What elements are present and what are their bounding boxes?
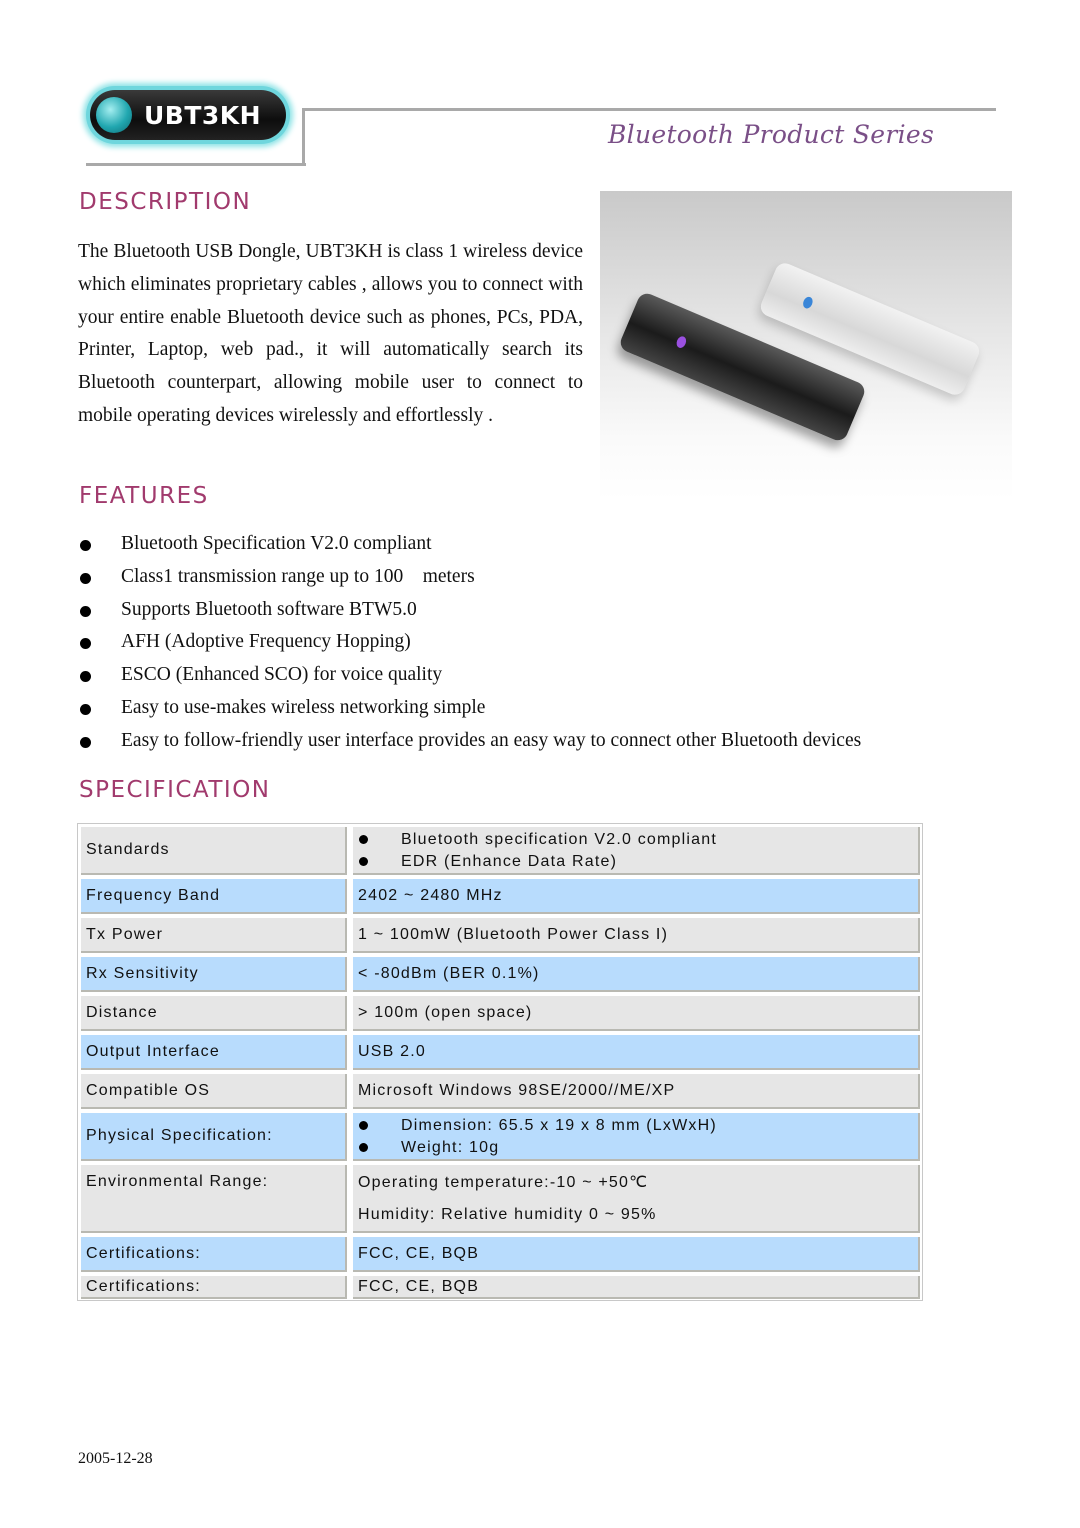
spec-label: Standards	[86, 841, 170, 858]
spec-label: Tx Power	[86, 925, 164, 943]
spec-table	[77, 823, 923, 1301]
bullet-icon	[80, 606, 91, 617]
spec-label: Output Interface	[86, 1042, 220, 1060]
blue-led-icon	[801, 295, 814, 310]
footer-date: 2005-12-28	[78, 1450, 153, 1467]
bullet-icon	[80, 638, 91, 649]
spec-value: 2402 ~ 2480 MHz	[358, 886, 503, 904]
spec-value: > 100m (open space)	[358, 1003, 533, 1021]
spec-label: Certifications:	[86, 1277, 201, 1295]
spec-label: Distance	[86, 1003, 158, 1021]
table-row	[81, 1035, 920, 1070]
table-row	[81, 957, 920, 992]
feature-item: Bluetooth Specification V2.0 compliant	[78, 528, 861, 561]
page-header	[78, 80, 998, 175]
spec-value: Operating temperature:-10 ~ +50℃	[358, 1174, 649, 1191]
spec-label: Frequency Band	[86, 886, 221, 904]
bullet-icon	[80, 671, 91, 682]
spec-label: Environmental Range:	[86, 1173, 269, 1190]
bullet-icon	[80, 573, 91, 584]
feature-item: ESCO (Enhanced SCO) for voice quality	[78, 659, 861, 692]
model-name: UBT3KH	[144, 100, 262, 130]
description-text: The Bluetooth USB Dongle, UBT3KH is class 1 wireless device which eliminates proprietary cables , allows you to connect with your entire enable Bluetooth device such as phones, PCs, PDA, Printer, Laptop, web pad., it will automatically search its Bluetooth counterpart, allowing mobile user to connect to mobile operating devices wirelessly and effortlessly .	[78, 241, 583, 426]
spec-value: Microsoft Windows 98SE/2000//ME/XP	[358, 1081, 676, 1099]
spec-value: Weight: 10g	[358, 1137, 717, 1159]
specification-heading: SPECIFICATION	[79, 777, 271, 803]
features-list	[78, 528, 861, 758]
model-badge	[86, 86, 290, 144]
features-heading: FEATURES	[79, 483, 209, 509]
spec-label: Rx Sensitivity	[86, 964, 199, 982]
spec-label: Compatible OS	[86, 1081, 211, 1099]
spec-value: Humidity: Relative humidity 0 ~ 95%	[358, 1206, 657, 1223]
header-divider	[302, 110, 305, 166]
table-row	[81, 918, 920, 953]
feature-item: Class1 transmission range up to 100 meters	[78, 561, 861, 594]
table-row	[81, 1074, 920, 1109]
spec-value: FCC, CE, BQB	[358, 1277, 480, 1295]
spec-value: FCC, CE, BQB	[358, 1244, 480, 1262]
header-divider	[302, 108, 996, 111]
purple-led-icon	[675, 335, 688, 350]
spec-value: USB 2.0	[358, 1042, 426, 1060]
table-row	[81, 827, 920, 875]
feature-item: Easy to use-makes wireless networking simple	[78, 692, 861, 725]
spec-value: 1 ~ 100mW (Bluetooth Power Class I)	[358, 925, 669, 943]
series-title: Bluetooth Product Series	[608, 120, 935, 149]
bullet-icon	[80, 540, 91, 551]
spec-value: EDR (Enhance Data Rate)	[358, 851, 717, 873]
badge-orb-icon	[96, 97, 132, 133]
table-row	[81, 1237, 920, 1272]
spec-value: < -80dBm (BER 0.1%)	[358, 964, 540, 982]
feature-item: Easy to follow-friendly user interface provides an easy way to connect other Bluetooth devices	[78, 725, 861, 758]
spec-label: Certifications:	[86, 1244, 201, 1262]
spec-value: Dimension: 65.5 x 19 x 8 mm (LxWxH)	[358, 1115, 717, 1137]
table-row	[81, 1113, 920, 1161]
spec-label: Physical Specification:	[86, 1127, 273, 1144]
table-row	[81, 1276, 920, 1299]
header-divider	[86, 163, 306, 166]
description-heading: DESCRIPTION	[79, 189, 252, 215]
bullet-icon	[80, 737, 91, 748]
table-row	[81, 1165, 920, 1233]
table-row	[81, 879, 920, 914]
spec-value: Bluetooth specification V2.0 compliant	[358, 829, 717, 851]
feature-item: AFH (Adoptive Frequency Hopping)	[78, 626, 861, 659]
bullet-icon	[80, 704, 91, 715]
feature-item: Supports Bluetooth software BTW5.0	[78, 594, 861, 627]
table-row	[81, 996, 920, 1031]
product-image	[600, 191, 1012, 500]
